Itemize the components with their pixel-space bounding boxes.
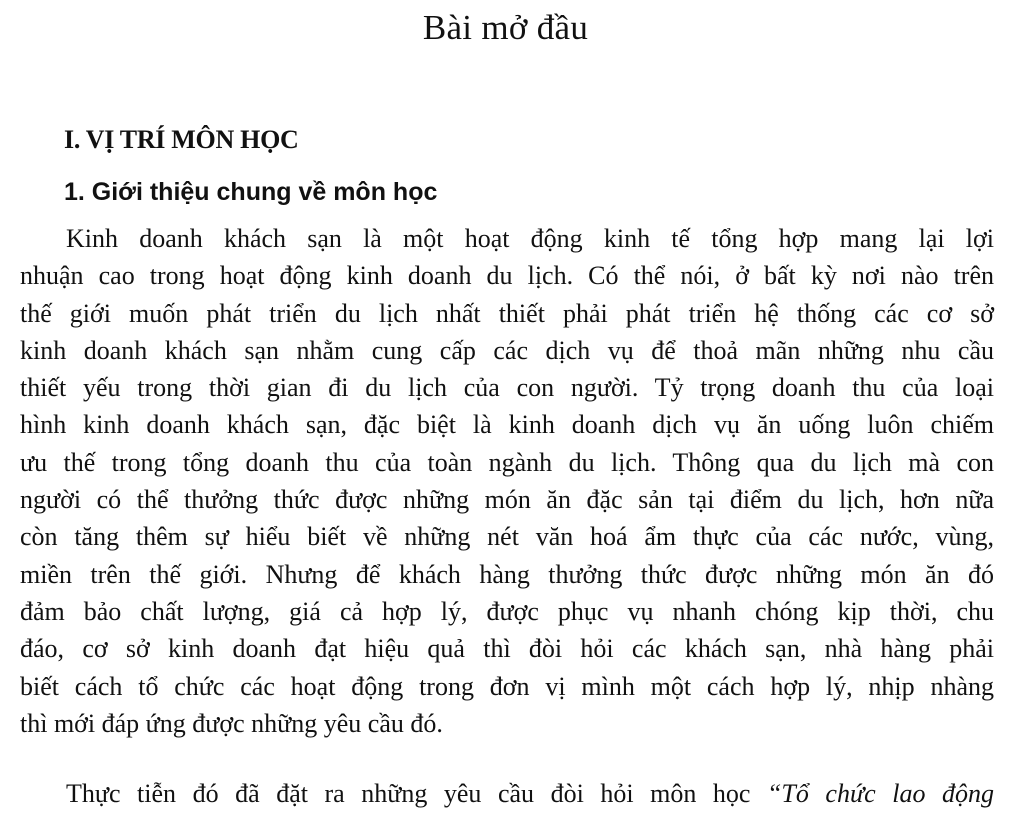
paragraph-line: thiết yếu trong thời gian đi du lịch của con người. Tỷ trọng doanh thu của loại (20, 373, 994, 403)
paragraph-lead-text: Thực tiễn đó đã đặt ra những yêu cầu đòi hỏi môn học (66, 779, 767, 808)
chapter-title: Bài mở đầu (422, 8, 589, 47)
course-title-emphasis: “Tổ chức lao động (766, 779, 994, 808)
paragraph-line: miền trên thế giới. Nhưng để khách hàng thưởng thức được những món ăn đó (20, 559, 994, 589)
paragraph-line: nhuận cao trong hoạt động kinh doanh du lịch. Có thể nói, ở bất kỳ nơi nào trên (20, 261, 994, 291)
paragraph-line: Kinh doanh khách sạn là một hoạt động kinh tế tổng hợp mang lại lợi (66, 224, 994, 253)
paragraph-line: biết cách tổ chức các hoạt động trong đơn vị mình một cách hợp lý, nhịp nhàng (20, 671, 994, 701)
paragraph-line (20, 775, 994, 812)
paragraph-line: hình kinh doanh khách sạn, đặc biệt là kinh doanh dịch vụ ăn uống luôn chiếm (20, 410, 994, 440)
paragraph-line: thì mới đáp ứng được những yêu cầu đó. (20, 708, 443, 738)
paragraph-line: thế giới muốn phát triển du lịch nhất thiết phải phát triển hệ thống các cơ sở (20, 298, 994, 328)
paragraph-line: đáo, cơ sở kinh doanh đạt hiệu quả thì đòi hỏi các khách sạn, nhà hàng phải (20, 634, 994, 664)
section-heading: I. VỊ TRÍ MÔN HỌC (64, 125, 299, 154)
paragraph-line: kinh doanh khách sạn nhằm cung cấp các dịch vụ để thoả mãn những nhu cầu (20, 335, 994, 365)
paragraph-line: ưu thế trong tổng doanh thu của toàn ngành du lịch. Thông qua du lịch mà con (20, 447, 994, 477)
body-paragraph (20, 775, 994, 812)
paragraph-line: đảm bảo chất lượng, giá cả hợp lý, được phục vụ nhanh chóng kịp thời, chu (20, 596, 994, 626)
paragraph-line: còn tăng thêm sự hiểu biết về những nét văn hoá ẩm thực của các nước, vùng, (20, 522, 994, 552)
body-paragraph (20, 220, 994, 742)
paragraph-line: người có thể thưởng thức được những món ăn đặc sản tại điểm du lịch, hơn nữa (20, 485, 994, 515)
subsection-heading: 1. Giới thiệu chung về môn học (64, 178, 438, 206)
